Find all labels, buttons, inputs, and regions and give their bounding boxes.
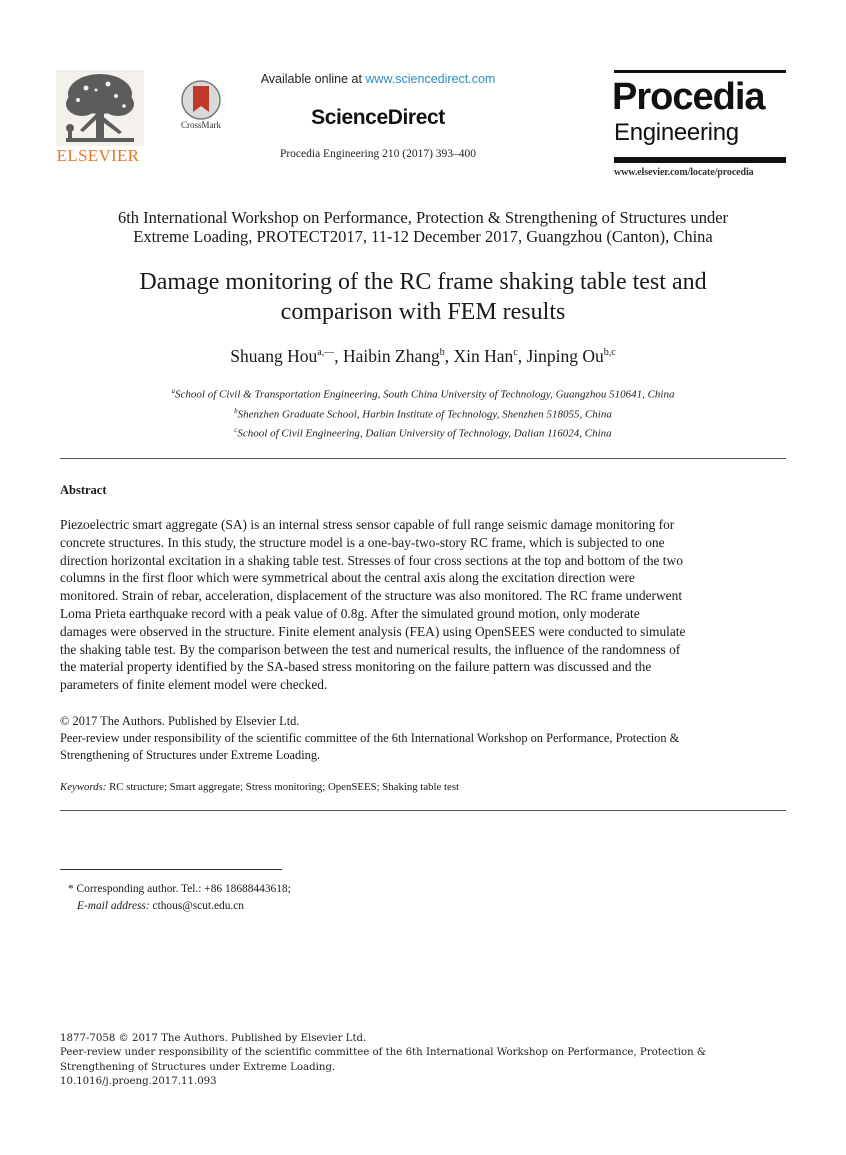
affiliation-sup: c [234, 426, 238, 435]
author-name: Jinping Ou [526, 346, 604, 366]
abstract-line: monitored. Strain of rebar, acceleration, displacement of the structure was also monitored. The RC frame underwent [60, 588, 683, 604]
sciencedirect-wordmark: ScienceDirect [311, 106, 445, 129]
title-line: comparison with FEM results [280, 299, 566, 325]
available-online-line [230, 72, 526, 86]
author-affiliation-sup: b [439, 347, 445, 359]
abstract-line: Piezoelectric smart aggregate (SA) is an internal stress sensor capable of full range seismic damage monitoring for [60, 517, 675, 532]
corresponding-author-footnote [68, 881, 668, 915]
email-address[interactable]: cthous@scut.edu.cn [149, 900, 244, 912]
author-affiliation-sup: b,c [603, 347, 616, 359]
affiliation [60, 422, 786, 442]
author-name: Haibin Zhang [343, 346, 440, 366]
affiliation-list [60, 383, 786, 442]
abstract-line: the shaking table test. By the comparison between the test and numerical results, the influence of the randomness of [60, 641, 681, 657]
abstract-line: direction horizontal excitation in a shaking table test. Stresses of four cross sections at the top and bottom of the two [60, 552, 683, 568]
keywords-label: Keywords: [60, 781, 107, 793]
keywords-text: RC structure; Smart aggregate; Stress monitoring; OpenSEES; Shaking table test [106, 781, 460, 793]
abstract-line: damages were observed in the structure. Finite element analysis (FEA) using OpenSEES were conducted to simulate [60, 623, 686, 639]
journal-url[interactable]: www.elsevier.com/locate/procedia [614, 167, 754, 178]
paper-title [60, 267, 786, 327]
peer-review-line: Strengthening of Structures under Extreme Loading. [60, 1061, 336, 1073]
peer-review-line: Peer-review under responsibility of the scientific committee of the 6th International Workshop on Performance, Protection & [60, 1047, 706, 1059]
section-divider [60, 810, 786, 811]
abstract-line: Loma Prieta earthquake record with a peak value of 0.8g. After the simulated ground motion, only moderate [60, 605, 640, 621]
affiliation-text: School of Civil Engineering, Dalian University of Technology, Dalian 116024, China [237, 427, 612, 440]
corresponding-author-line: * Corresponding author. Tel.: +86 18688443618; [68, 883, 291, 895]
author-name: Xin Han [453, 346, 514, 366]
affiliation-sup: b [234, 406, 238, 415]
abstract-line: the material property identified by the SA-based stress monitoring on the failure pattern was discussed and the [60, 659, 652, 675]
peer-review-line: Peer-review under responsibility of the scientific committee of the 6th International Workshop on Performance, Protection & [60, 731, 680, 745]
email-label: E-mail address: [77, 900, 150, 912]
abstract-line: parameters of finite element model were checked. [60, 677, 328, 693]
crossmark-label: CrossMark [181, 120, 221, 130]
author-affiliation-sup: a, [317, 347, 325, 359]
procedia-bottom-bar [614, 157, 786, 163]
conference-name [60, 208, 786, 246]
author-affiliation-sup: c [513, 347, 518, 359]
conference-line: 6th International Workshop on Performance, Protection & Strengthening of Structures under [117, 208, 729, 227]
affiliation [60, 383, 786, 403]
affiliation-sup: a [171, 387, 175, 395]
procedia-top-bar [614, 70, 786, 73]
corresponding-author-marker: — [324, 347, 335, 359]
footnote-rule [60, 869, 282, 870]
abstract-line: concrete structures. In this study, the structure model is a one-bay-two-story RC frame, which is subjected to one [60, 534, 665, 550]
conference-line: Extreme Loading, PROTECT2017, 11-12 December 2017, Guangzhou (Canton), China [133, 227, 713, 246]
copyright-line: © 2017 The Authors. Published by Elsevier Ltd. [60, 714, 300, 728]
affiliation-text: Shenzhen Graduate School, Harbin Institute of Technology, Shenzhen 518055, China [237, 408, 612, 421]
copyright-notice [60, 713, 786, 764]
issn-doi-block [60, 1032, 790, 1090]
elsevier-wordmark: ELSEVIER [56, 146, 140, 165]
author-list: Shuang Hou$^{a,—}$, Haibin Zhang$^b$, Xin Han$^c$, Jinping Ou$^{b,c}$ [230, 346, 616, 366]
doi-link[interactable]: 10.1016/j.proeng.2017.11.093 [60, 1076, 217, 1088]
section-divider [60, 458, 786, 459]
procedia-wordmark: Procedia [612, 76, 765, 118]
peer-review-line: Strengthening of Structures under Extreme Loading. [60, 748, 321, 762]
engineering-wordmark: Engineering [614, 119, 739, 146]
email-line [68, 898, 668, 915]
title-line: Damage monitoring of the RC frame shaking table test and [139, 269, 707, 295]
author-name: Shuang Hou [230, 346, 318, 366]
affiliation [60, 403, 786, 423]
keywords [60, 781, 786, 793]
journal-citation: Procedia Engineering 210 (2017) 393–400 [279, 148, 477, 160]
available-online-text: Available online at [260, 72, 366, 86]
affiliation-text: School of Civil & Transportation Engineering, South China University of Technology, Guangzhou 510641, China [175, 388, 675, 401]
issn-line: 1877-7058 © 2017 The Authors. Published by Elsevier Ltd. [60, 1033, 367, 1044]
abstract-line: columns in the first floor which were symmetrical about the central axis along the excitation direction were [60, 570, 635, 586]
abstract-body [60, 516, 786, 694]
sciencedirect-link[interactable]: www.sciencedirect.com [365, 72, 496, 86]
abstract-heading: Abstract [60, 483, 107, 497]
